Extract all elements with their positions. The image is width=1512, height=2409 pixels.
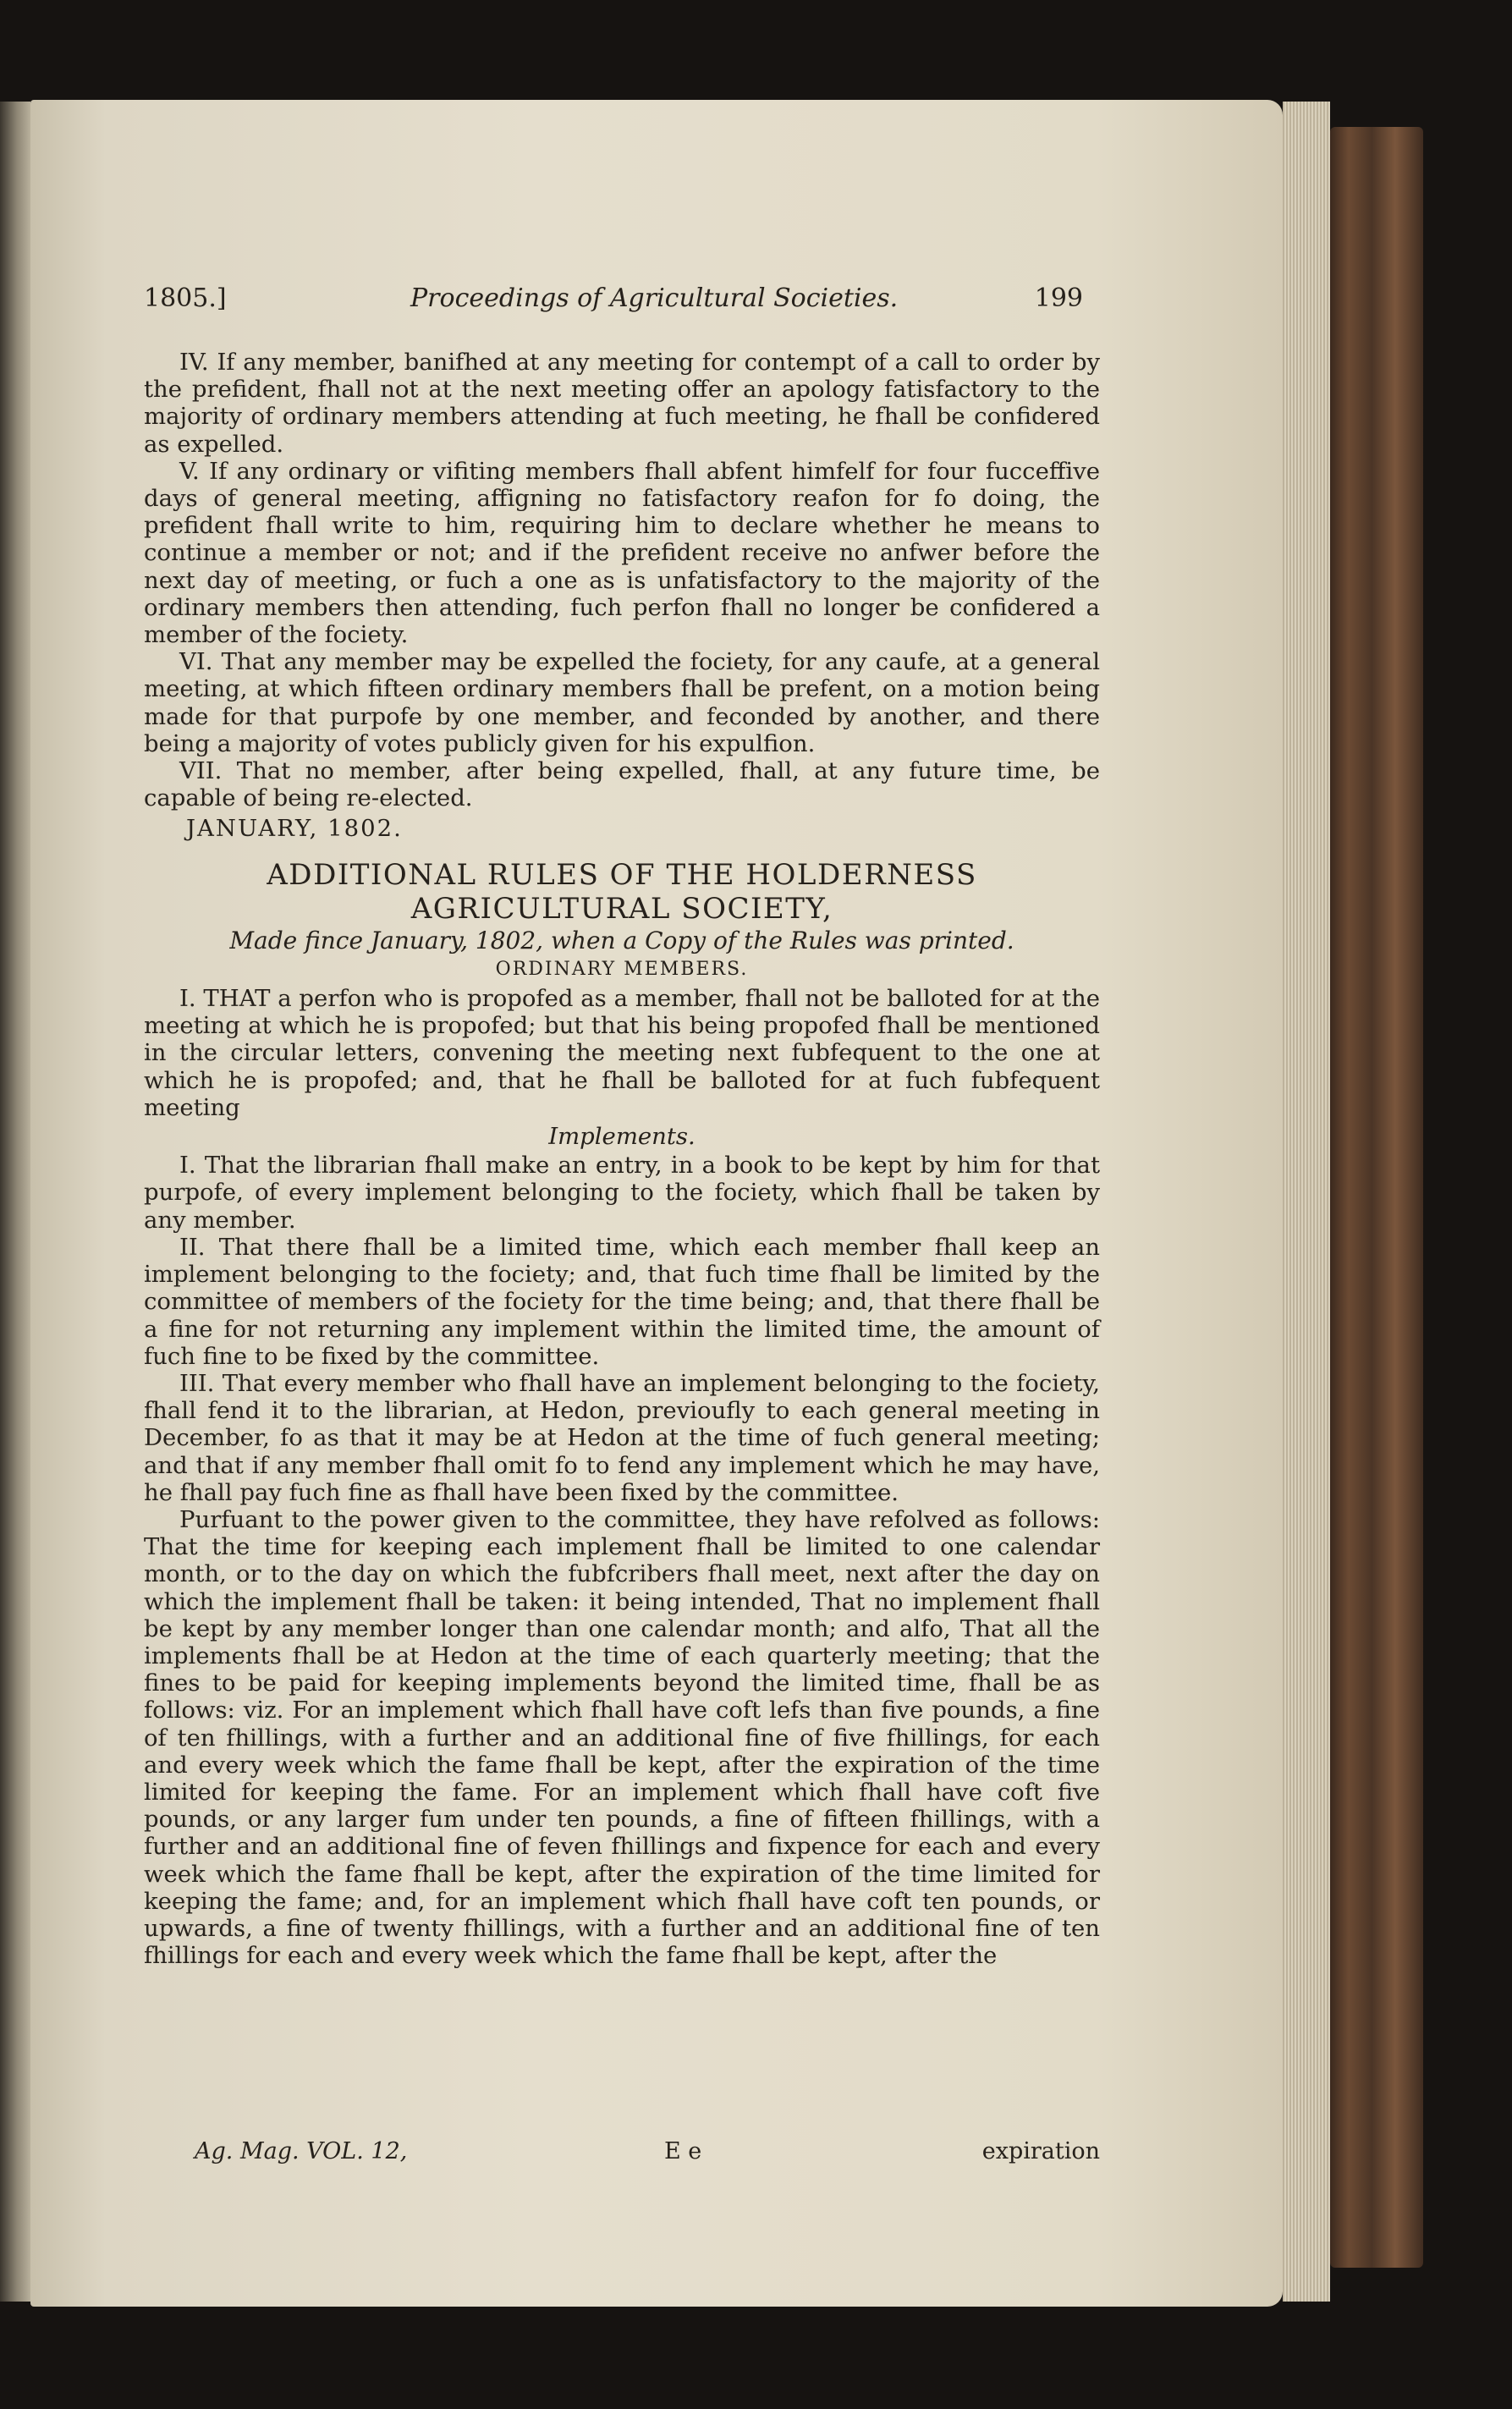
rule-paragraph: V. If any ordinary or vifiting members fhall abfent himfelf for four fucceffive days of general meeting, affigning no fatisfactory reafon for fo doing, the prefident fhall write to him, requiring him to declare whether he means to continue a member or not; and if the prefident receive no anfwer before the next day of meeting, or fuch a one as is unfatisfactory to the majority of the ordinary members then attending, fuch perfon fhall no longer be confidered a member of the fociety. xyxy=(144,457,1100,649)
signature-mark: Ag. Mag. VOL. 12, xyxy=(195,2138,408,2164)
date-line: JANUARY, 1802. xyxy=(186,815,403,843)
implement-rule: II. That there fhall be a limited time, which each member fhall keep an implement belonging to the fociety; and, that fuch time fhall be limited by the committee of members of the fociety for the time being; and, that there fhall be a fine for not returning any implement within the limited time, the amount of fuch fine to be fixed by the committee. xyxy=(144,1233,1100,1370)
running-title: Proceedings of Agricultural Societies. xyxy=(410,283,899,313)
header-year: 1805.] xyxy=(144,283,227,313)
page-footer xyxy=(195,2138,1100,2169)
book-binding xyxy=(1330,127,1423,2268)
ordinary-members-heading: ORDINARY MEMBERS. xyxy=(495,958,749,980)
implement-rule: III. That every member who fhall have an implement belonging to the fociety, fhall fend it to the librarian, at Hedon, previoufly to each general meeting in December, fo as that it may be at Hedon at the time of fuch general meeting; and that if any member fhall omit fo to fend any implement which he may have, he fhall pay fuch fine as fhall have been fixed by the committee. xyxy=(144,1369,1100,1506)
rule-paragraph: VI. That any member may be expelled the fociety, for any caufe, at a general meeting, at which fifteen ordinary members fhall be prefent, on a motion being made for that purpofe by one member, and feconded by another, and there being a majority of votes publicly given for his expulfion. xyxy=(144,648,1100,757)
page-body xyxy=(144,349,1100,1969)
catchword: expiration xyxy=(981,2138,1100,2164)
page-number: 199 xyxy=(1034,283,1083,313)
made-since-line: Made fince January, 1802, when a Copy of the Rules was printed. xyxy=(229,926,1014,954)
page-stack-edge xyxy=(1283,102,1330,2302)
implements-heading: Implements. xyxy=(548,1123,696,1151)
pursuant-paragraph: Purfuant to the power given to the committee, they have refolved as follows: That the time for keeping each implement fhall be limited to one calendar month, or to the day on which the fubfcribers fhall meet, next after the day on which the implement fhall be taken: it being intended, That no implement fhall be kept by any member longer than one calendar month; and alfo, That all the implements fhall be at Hedon at the time of each quarterly meeting; that the fines to be paid for keeping implements beyond the limited time, fhall be as follows: viz. For an implement which fhall have coft lefs than five pounds, a fine of ten fhillings, with a further and an additional fine of five fhillings, for each and every week which the fame fhall be kept, after the expiration of the time limited for keeping the fame. For an implement which fhall have coft five pounds, or any larger fum under ten pounds, a fine of fifteen fhillings, with a further and an additional fine of feven fhillings and fixpence for each and every week which the fame fhall be kept, after the expiration of the time limited for keeping the fame; and, for an implement which fhall have coft ten pounds, or upwards, a fine of twenty fhillings, with a further and an additional fine of ten fhillings for each and every week which the fame fhall be kept, after the xyxy=(144,1505,1100,1970)
section-title: ADDITIONAL RULES OF THE HOLDERNESS AGRICULTURAL SOCIETY, xyxy=(267,857,977,926)
left-page-edge xyxy=(0,102,30,2302)
gathering-mark: E e xyxy=(664,2138,702,2164)
ordinary-rule: I. THAT a perfon who is propofed as a member, fhall not be balloted for at the meeting at which he is propofed; but that his being propofed fhall be mentioned in the circular letters, convening the meeting next fubfequent to the one at which he is propofed; and, that he fhall be balloted for at fuch fubfequent meeting xyxy=(144,985,1100,1121)
implement-rule: I. That the librarian fhall make an entry, in a book to be kept by him for that purpofe, of every implement belonging to the fociety, which fhall be taken by any member. xyxy=(144,1152,1100,1234)
page-header xyxy=(144,283,1083,317)
rule-paragraph: IV. If any member, banifhed at any meeting for contempt of a call to order by the prefident, fhall not at the next meeting offer an apology fatisfactory to the majority of ordinary members attending at fuch meeting, he fhall be confidered as expelled. xyxy=(144,349,1100,458)
rule-paragraph: VII. That no member, after being expelled, fhall, at any future time, be capable of being re-elected. xyxy=(144,757,1100,812)
